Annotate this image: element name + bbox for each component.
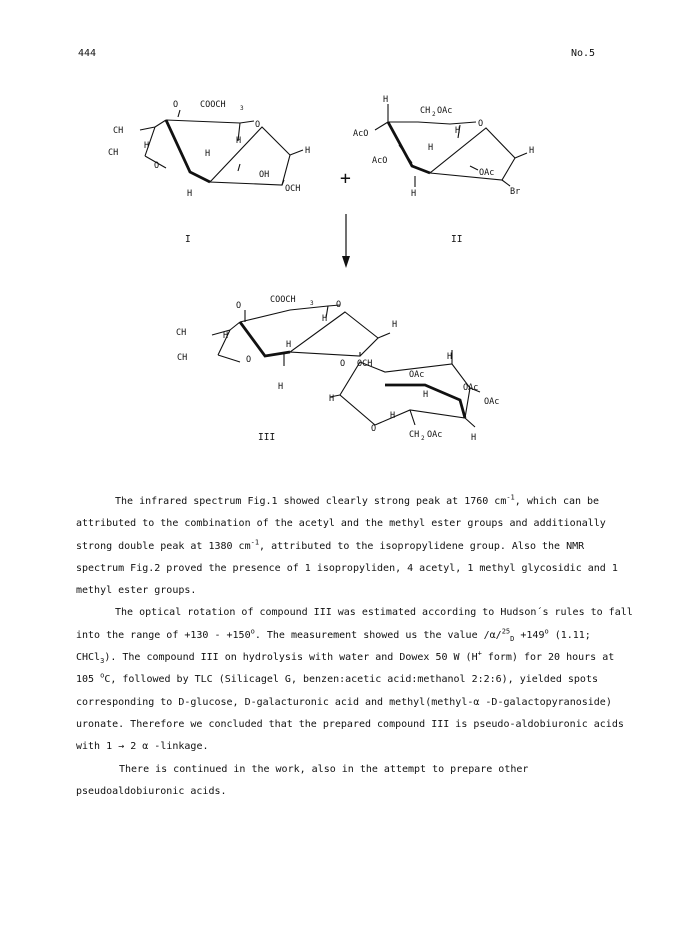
- compound-iii-ch2oac: CH: [409, 430, 420, 440]
- compound-ii-h2: H: [428, 143, 434, 153]
- compound-iii-cooch: COOCH: [270, 295, 296, 305]
- compound-i-och: OCH: [285, 184, 301, 194]
- issue-number: No.5: [571, 48, 596, 59]
- compound-iii-ch3a: CH: [176, 328, 187, 338]
- compound-ii-ring-o: O: [478, 119, 484, 129]
- compound-i-ring-o: O: [255, 120, 261, 130]
- compound-iii-ring-o: O: [336, 300, 342, 310]
- compound-iii-h6: H: [447, 352, 453, 362]
- paragraph-continuation: There is continued in the work, also in the attempt to prepare other pseudoaldobiuronic acids.: [76, 763, 529, 797]
- paragraph-ir-spectrum: The infrared spectrum Fig.1 showed clearly strong peak at 1760 $cm^{-1}$, which can be attributed to the combination of the acetyl and the methyl ester groups and additionally strong double peak at 1380 $cm^{-1}$, attributed to the isopropylidene group. Also the NMR spectrum Fig.2 proved the presence of 1 isopropyliden, 4 acetyl, 1 methyl glycosidic and 1 methyl ester groups.: [76, 493, 618, 597]
- compound-iii-o-ketal: O: [246, 355, 252, 365]
- compound-i-o-ketal: O: [154, 161, 160, 171]
- compound-iii-h3: H: [286, 340, 292, 350]
- compound-ii-h1: H: [455, 126, 461, 136]
- compound-ii-aco1: AcO: [353, 129, 369, 139]
- compound-iii-h10: H: [471, 433, 477, 443]
- compound-i-cooch: COOCH: [200, 100, 226, 110]
- compound-iii-h4: H: [392, 320, 398, 330]
- compound-ii-h-top: H: [383, 95, 389, 105]
- compound-i-h3: H: [236, 136, 242, 146]
- compound-iii-h2: H: [322, 314, 328, 324]
- compound-iii-h5: H: [278, 382, 284, 392]
- compound-iii-o-link: O: [340, 359, 346, 369]
- compound-i-oh: OH: [259, 170, 270, 180]
- compound-i-label: I: [185, 234, 191, 245]
- compound-i-sub3: 3: [240, 105, 244, 112]
- compound-i-structure: [140, 110, 303, 185]
- compound-iii-oac-tail: OAc: [427, 430, 443, 440]
- compound-iii-sub2: 2: [421, 435, 425, 442]
- compound-ii-label: II: [451, 234, 463, 245]
- body-text: [76, 491, 636, 803]
- compound-ii-h4: H: [411, 189, 417, 199]
- compound-iii-sub3: 3: [310, 300, 314, 307]
- compound-iii-oac1: OAc: [409, 370, 425, 380]
- compound-iii-structure: [212, 305, 480, 427]
- compound-ii-structure: [375, 104, 527, 187]
- compound-i-ch3b: CH: [108, 148, 119, 158]
- compound-iii-ring-o2: O: [371, 424, 377, 434]
- compound-i-h5: H: [187, 189, 193, 199]
- compound-iii-h1: H: [223, 331, 229, 341]
- compound-iii-h8: H: [390, 411, 396, 421]
- compound-i-o: O: [173, 100, 179, 110]
- compound-i-h2: H: [205, 149, 211, 159]
- compound-ii-ch: CH: [420, 106, 431, 116]
- compound-iii-h9: H: [329, 394, 335, 404]
- compound-ii-aco2: AcO: [372, 156, 388, 166]
- compound-iii-ch3b: CH: [177, 353, 188, 363]
- compound-i-ch3a: CH: [113, 126, 124, 136]
- compound-ii-sub2: 2: [432, 111, 436, 118]
- compound-ii-labels: [353, 95, 534, 245]
- compound-iii-label: III: [258, 432, 276, 443]
- compound-iii-h7: H: [423, 390, 429, 400]
- compound-ii-oac: OAc: [479, 168, 495, 178]
- compound-iii-o1: O: [236, 301, 242, 311]
- compound-iii-oac3: OAc: [484, 397, 500, 407]
- compound-iii-och: OCH: [357, 359, 373, 369]
- paragraph-optical-rotation: The optical rotation of compound III was estimated according to Hudson´s rules to fall into the range of $+130 - +150^o$. The measurement showed us the value $/\alpha/^{25}_D +149^o$ (1.11; CHCl$_3$). The compound III on hydrolysis with water and Dowex 50 W (H+ form) for 20 hours at 105 $^o$C, followed by TLC (Silicagel G, benzen:acetic acid:methanol 2:2:6), yielded spots corresponding to D-glucose, D-galacturonic acid and methyl(methyl-α -D-galactopyranoside) uronate. Therefore we concluded that the prepared compound III is pseudo-aldobiuronic acids with 1 → 2 α -linkage.: [76, 607, 633, 753]
- compound-iii-oac2: OAc: [463, 383, 479, 393]
- compound-i-h4: H: [305, 146, 311, 156]
- page-number: 444: [78, 48, 97, 59]
- reaction-arrow: [342, 214, 350, 268]
- compound-ii-oac-top: OAc: [437, 106, 453, 116]
- compound-ii-br: Br: [510, 187, 521, 197]
- compound-i-h1: H: [144, 141, 150, 151]
- plus-sign: +: [340, 168, 351, 189]
- reaction-scheme: [0, 0, 680, 460]
- compound-ii-h3: H: [529, 146, 535, 156]
